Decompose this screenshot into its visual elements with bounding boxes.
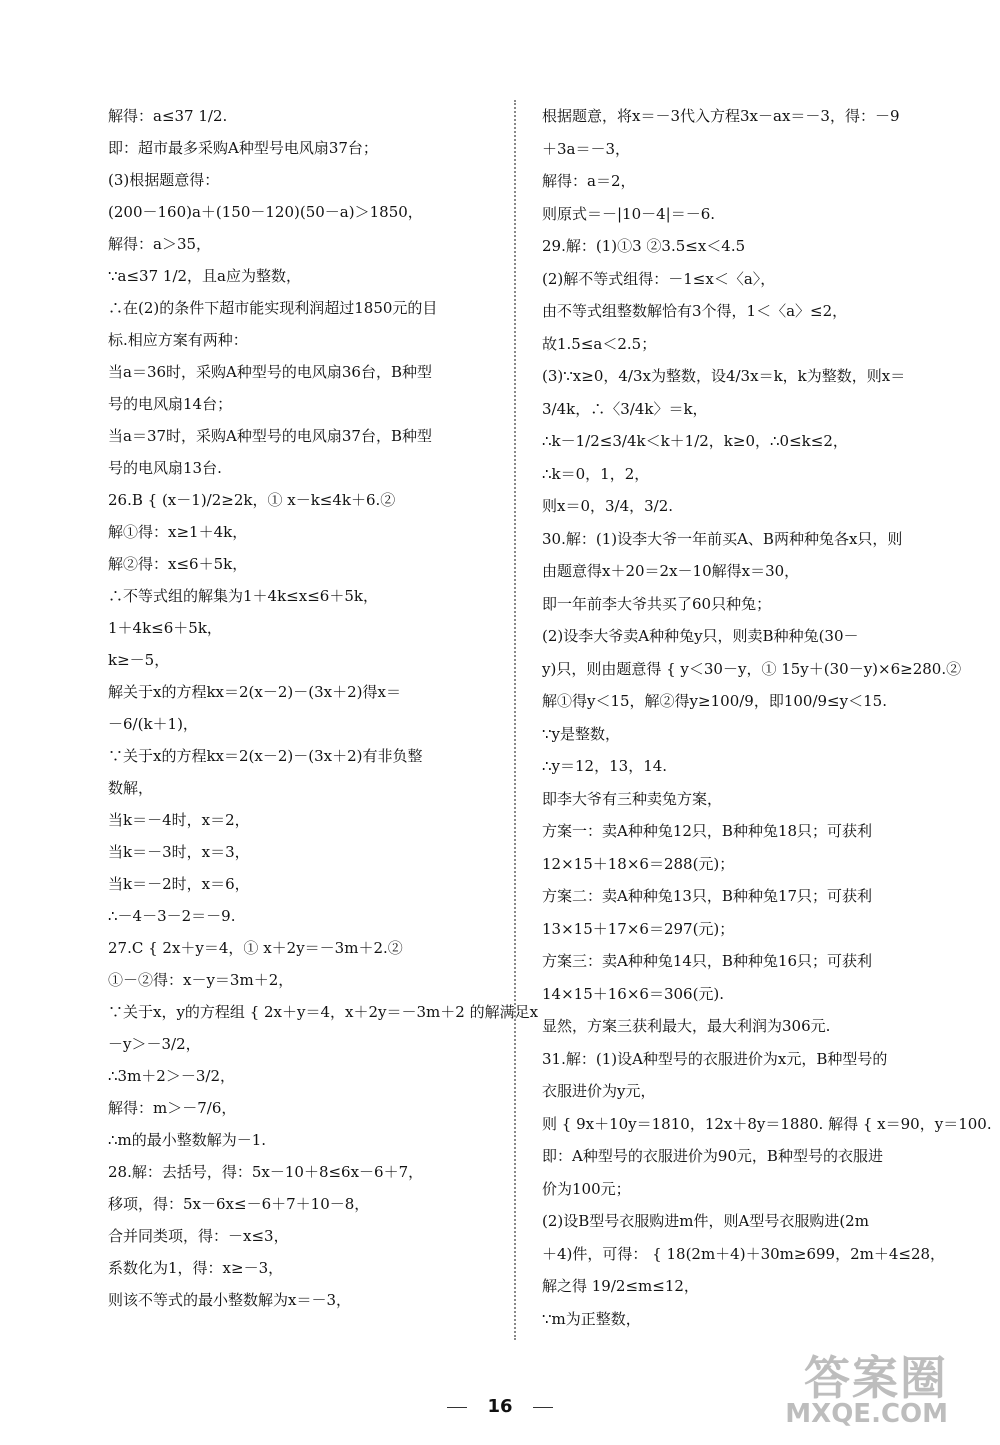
text-line: (2)解不等式组得：－1≤x＜〈a〉， [542,269,776,288]
text-line: 当k＝－4时，x＝2， [108,811,250,829]
text-line: 29.解：(1)①3 ②3.5≤x＜4.5 [542,237,746,255]
text-line: 系数化为1，得：x≥－3， [108,1259,284,1277]
text-line: 即：超市最多采购A种型号电风扇37台； [108,139,378,157]
watermark [785,1351,948,1429]
text-line: 方案二：卖A种种兔13只，B种种兔17只；可获利 [542,887,873,905]
text-line: 由不等式组整数解恰有3个得，1＜〈a〉≤2， [542,302,848,320]
text-line: 解得：a≤37 1/2. [108,107,228,125]
text-line: 即：A种型号的衣服进价为90元，B种型号的衣服进 [542,1147,883,1165]
text-line: ＋3a＝－3， [542,139,631,158]
text-line: (2)设李大爷卖A种种兔y只，则卖B种种兔(30－ [542,627,859,645]
text-line: 方案一：卖A种种兔12只，B种种兔18只；可获利 [542,822,873,840]
text-line: 显然，方案三获利最大，最大利润为306元. [542,1017,831,1035]
text-line: 解得：a＞35， [108,235,212,253]
text-line: ∵m为正整数， [542,1309,641,1328]
watermark-logo: 答案圈 [804,1351,948,1405]
text-line: 28.解：去括号，得：5x－10＋8≤6x－6＋7， [108,1163,424,1181]
text-line: 则 { 9x＋10y＝1810，12x＋8y＝1880. 解得 { x＝90，y＝100. [542,1114,992,1133]
text-line: 即李大爷有三种卖兔方案， [542,789,723,808]
text-line: －y＞－3/2， [108,1035,201,1053]
text-line: ∴3m＋2＞－3/2， [108,1067,235,1085]
text-line: 则x＝0，3/4，3/2. [542,497,674,515]
text-line: 数解， [108,779,154,797]
text-line: 27.C { 2x＋y＝4，① x＋2y＝－3m＋2.② [108,939,403,957]
text-line: ∵关于x，y的方程组 { 2x＋y＝4，x＋2y＝－3m＋2 的解满足x [108,1003,539,1021]
text-line: 号的电风扇13台. [108,459,222,477]
footer-dash-left [447,1407,467,1408]
text-line: ∴m的最小整数解为－1. [108,1131,267,1149]
text-line: 则该不等式的最小整数解为x＝－3， [108,1291,352,1309]
text-line: 价为100元； [542,1179,631,1198]
right-column [542,100,992,1335]
text-line: 衣服进价为y元， [542,1082,656,1100]
text-line: 14×15＋16×6＝306(元). [542,984,725,1003]
text-line: 即一年前李大爷共买了60只种兔； [542,594,772,613]
text-line: 号的电风扇14台； [108,395,233,413]
text-line: ＋4)件，可得： { 18(2m＋4)＋30m≥699，2m＋4≤28， [542,1244,946,1263]
text-line: (3)根据题意得： [108,171,220,189]
text-line: ∴在(2)的条件下超市能实现利润超过1850元的目 [108,299,438,317]
text-line: 方案三：卖A种种兔14只，B种种兔16只；可获利 [542,952,873,970]
page-number: 16 [487,1396,513,1417]
text-line: (3)∵x≥0，4/3x为整数，设4/3x＝k，k为整数，则x＝ [542,367,906,385]
text-line: －6/(k＋1)， [108,715,198,733]
text-line: 3/4k，∴〈3/4k〉＝k， [542,399,708,418]
text-line: 解①得y＜15，解②得y≥100/9，即100/9≤y＜15. [542,692,887,710]
text-line: 当a＝36时，采购A种型号的电风扇36台，B种型 [108,363,432,381]
text-line: y)只，则由题意得 { y＜30－y，① 15y＋(30－y)×6≥280.② [542,659,962,678]
text-line: 解关于x的方程kx＝2(x－2)－(3x＋2)得x＝ [108,683,401,701]
text-line: 则原式＝－|10－4|＝－6. [542,204,716,223]
text-line: 解①得：x≥1＋4k， [108,523,248,541]
text-line: 解②得：x≤6＋5k， [108,555,248,573]
text-line: 移项，得：5x－6x≤－6＋7＋10－8， [108,1195,370,1213]
text-line: 解得：m＞－7/6， [108,1099,237,1117]
text-line: 当k＝－2时，x＝6， [108,875,250,893]
column-divider [514,100,516,1340]
text-line: 标.相应方案有两种： [108,331,248,349]
text-line: ∴y＝12，13，14. [542,757,668,775]
text-line: 当a＝37时，采购A种型号的电风扇37台，B种型 [108,427,432,445]
text-line: 12×15＋18×6＝288(元)； [542,854,735,873]
text-line: 合并同类项，得：－x≤3， [108,1227,289,1245]
text-line: 1＋4k≤6＋5k， [108,619,222,637]
text-line: 根据题意，将x＝－3代入方程3x－ax＝－3，得：－9 [542,107,900,125]
text-line: ∴不等式组的解集为1＋4k≤x≤6＋5k， [108,587,378,605]
text-line: (200－160)a＋(150－120)(50－a)＞1850， [108,203,423,221]
text-line: 31.解：(1)设A种型号的衣服进价为x元，B种型号的 [542,1049,888,1068]
text-line: 26.B { (x－1)/2≥2k，① x－k≤4k＋6.② [108,491,396,509]
text-line: k≥－5， [108,651,170,669]
text-line: ∴k＝0，1，2， [542,464,650,483]
text-line: ∴k－1/2≤3/4k＜k＋1/2，k≥0，∴0≤k≤2， [542,432,848,450]
text-line: ∵关于x的方程kx＝2(x－2)－(3x＋2)有非负整 [108,747,423,765]
text-line: ①－②得：x－y＝3m＋2， [108,971,294,989]
text-line: 解得：a＝2， [542,172,636,190]
text-line: ∵a≤37 1/2，且a应为整数， [108,267,301,285]
text-line: (2)设B型号衣服购进m件，则A型号衣服购进(2m [542,1212,869,1230]
text-line: ∴－4－3－2＝－9. [108,907,236,925]
text-line: 故1.5≤a＜2.5； [542,334,657,353]
text-line: ∵y是整数， [542,724,621,743]
text-line: 当k＝－3时，x＝3， [108,843,250,861]
text-line: 30.解：(1)设李大爷一年前买A、B两种种兔各x只，则 [542,529,903,548]
watermark-url: MXQE.COM [785,1399,948,1429]
text-line: 13×15＋17×6＝297(元)； [542,919,735,938]
text-line: 解之得 19/2≤m≤12， [542,1277,699,1295]
text-line: 由题意得x＋20＝2x－10解得x＝30， [542,562,800,580]
left-column [108,100,539,1316]
footer-dash-right [533,1407,553,1408]
